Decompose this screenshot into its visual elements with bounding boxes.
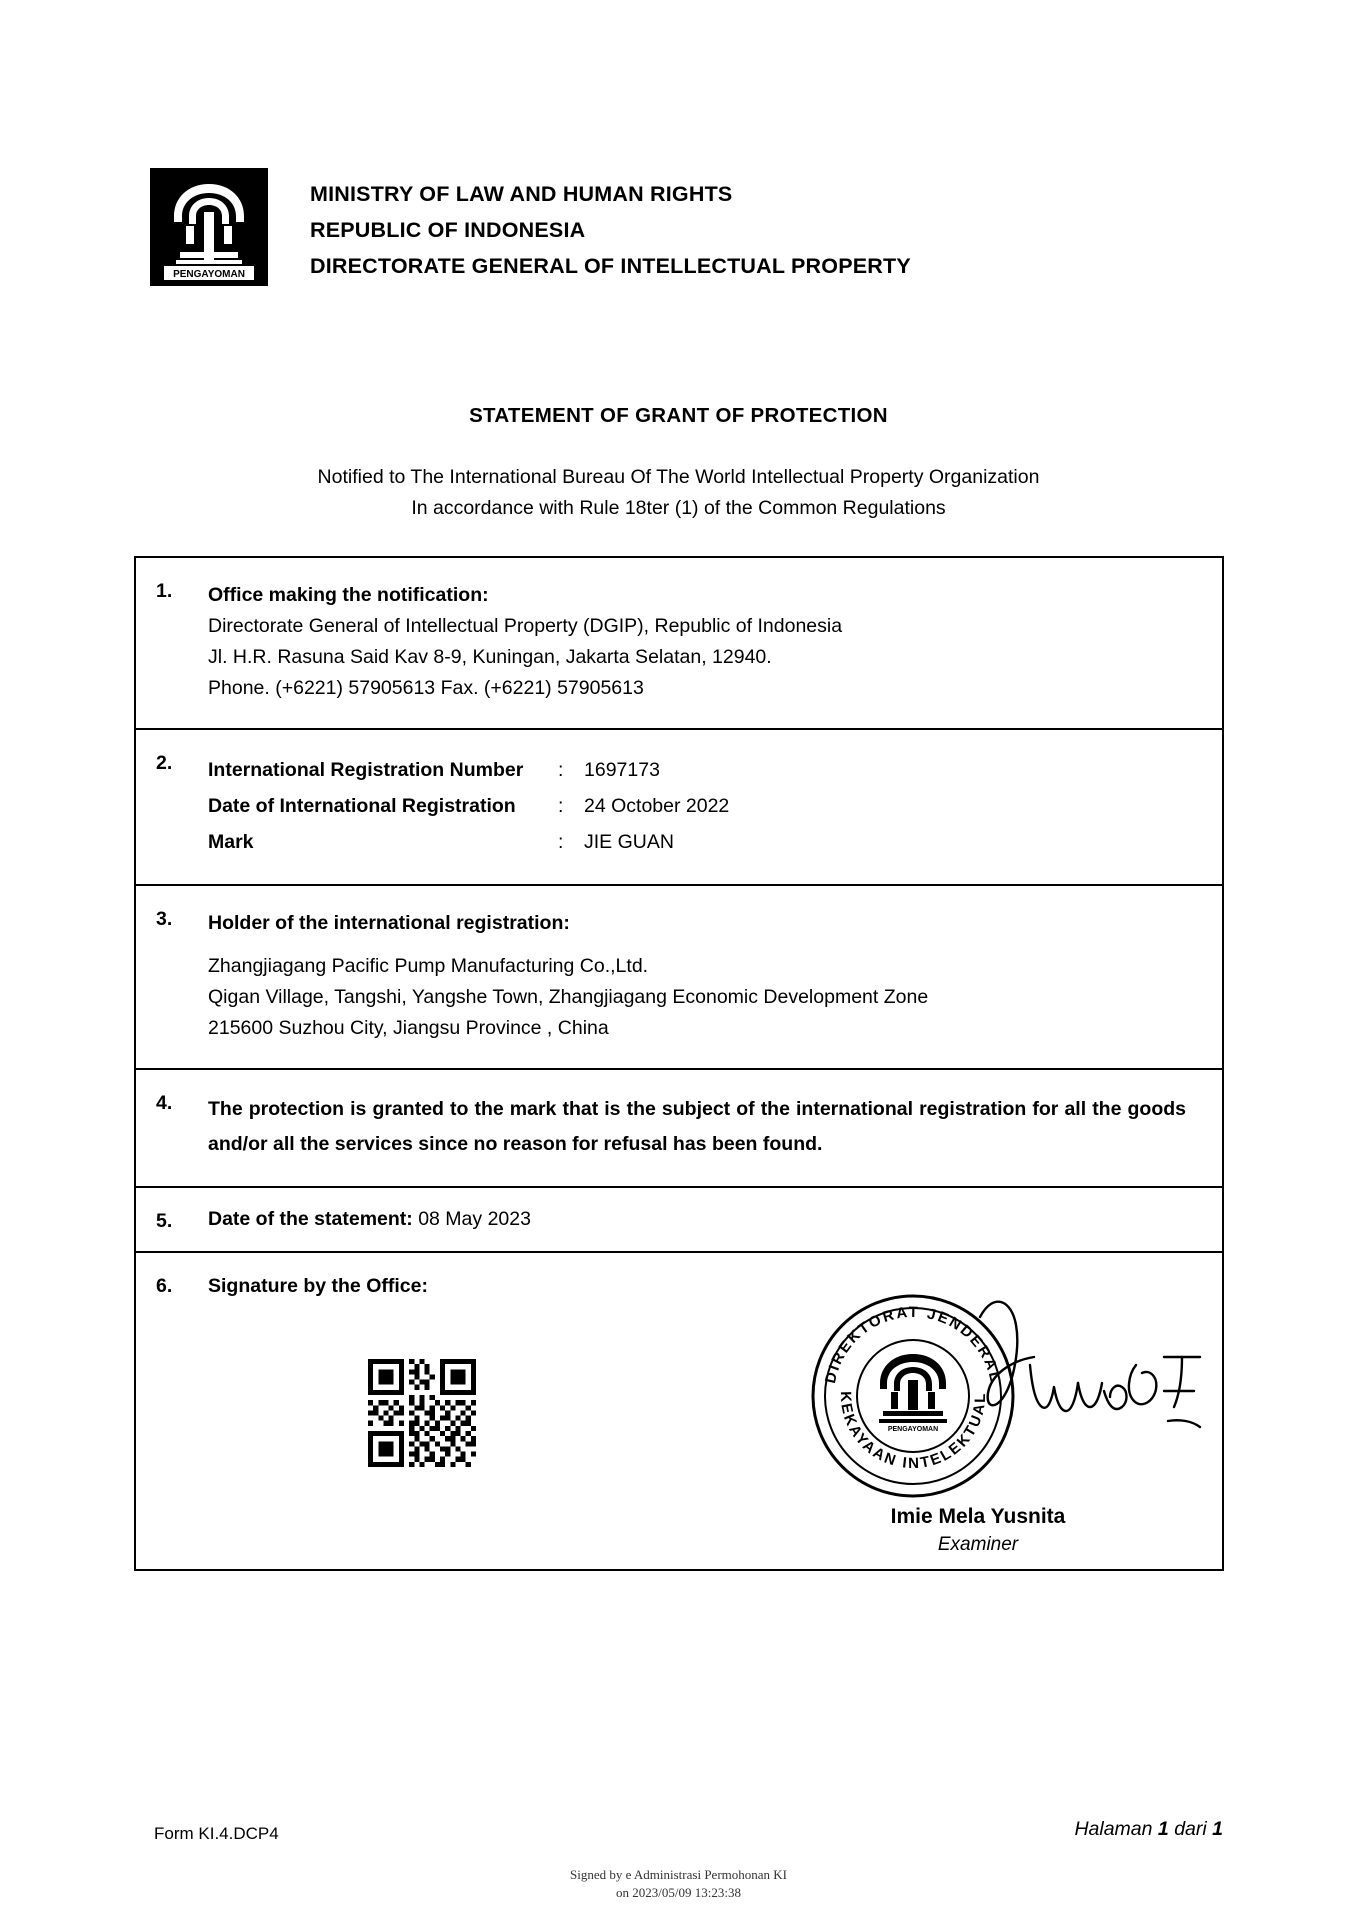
qr-code-icon[interactable]	[368, 1359, 476, 1467]
section-1-line-3: Phone. (+6221) 57905613 Fax. (+6221) 57905613	[208, 677, 644, 699]
page-current: 1	[1157, 1818, 1169, 1840]
section-signature	[136, 1253, 1222, 1569]
section-1-line-1: Directorate General of Intellectual Property (DGIP), Republic of Indonesia	[208, 615, 843, 637]
label-mark: Mark	[208, 831, 254, 853]
label-international-registration-number: International Registration Number	[208, 759, 524, 781]
ministry-titles	[310, 168, 911, 284]
page-indicator	[1074, 1818, 1223, 1841]
section-registration-details	[136, 730, 1222, 886]
section-protection-granted	[136, 1070, 1222, 1188]
section-number: 5.	[156, 1210, 173, 1232]
page-mid: dari	[1168, 1818, 1213, 1840]
pengayoman-emblem-icon	[150, 168, 268, 286]
esign-line-2: on 2023/05/09 13:23:38	[616, 1885, 741, 1900]
page-label-prefix: Halaman	[1074, 1818, 1158, 1840]
label-date-of-international-registration: Date of International Registration	[208, 795, 516, 817]
document-subtitle	[0, 462, 1357, 524]
separator-colon: :	[558, 759, 564, 781]
section-office-notification	[136, 558, 1222, 730]
signer-role: Examiner	[937, 1534, 1019, 1555]
subtitle-line-2: In accordance with Rule 18ter (1) of the Common Regulations	[411, 497, 946, 519]
separator-colon: :	[558, 795, 564, 817]
document-header	[150, 168, 911, 286]
holder-address-line-2: 215600 Suzhou City, Jiangsu Province , China	[208, 1017, 609, 1039]
ministry-line-1: MINISTRY OF LAW AND HUMAN RIGHTS	[310, 182, 733, 206]
ministry-line-2: REPUBLIC OF INDONESIA	[310, 218, 586, 242]
handwritten-signature-icon	[968, 1295, 1218, 1495]
section-statement-date	[136, 1188, 1222, 1253]
electronic-signature-note	[0, 1866, 1357, 1902]
svg-text:PENGAYOMAN: PENGAYOMAN	[173, 269, 245, 280]
form-code: Form KI.4.DCP4	[154, 1824, 279, 1843]
subtitle-line-1: Notified to The International Bureau Of The World Intellectual Property Organization	[317, 466, 1040, 488]
section-holder	[136, 886, 1222, 1070]
svg-text:DIREKTORAT JENDERAL: DIREKTORAT JENDERAL	[821, 1303, 1004, 1386]
section-1-line-2: Jl. H.R. Rasuna Said Kav 8-9, Kuningan, Jakarta Selatan, 12940.	[208, 646, 772, 668]
section-number: 2.	[156, 752, 173, 774]
protection-statement-text: The protection is granted to the mark that is the subject of the international registration for all the goods and/or all the services since no reason for refusal has been found.	[208, 1098, 1186, 1155]
statement-table	[134, 556, 1224, 1571]
value-international-registration-number: 1697173	[584, 759, 660, 781]
esign-line-1: Signed by e Administrasi Permohonan KI	[569, 1867, 787, 1882]
ministry-line-3: DIRECTORATE GENERAL OF INTELLECTUAL PROPERTY	[310, 254, 911, 278]
statement-date-value: 08 May 2023	[418, 1208, 531, 1230]
holder-address-line-1: Qigan Village, Tangshi, Yangshe Town, Zhangjiagang Economic Development Zone	[208, 986, 929, 1008]
section-number: 4.	[156, 1092, 173, 1114]
svg-text:PENGAYOMAN: PENGAYOMAN	[887, 1426, 939, 1433]
separator-colon: :	[558, 831, 564, 853]
signer-name: Imie Mela Yusnita	[890, 1505, 1066, 1528]
page-total: 1	[1212, 1818, 1223, 1840]
holder-name: Zhangjiagang Pacific Pump Manufacturing Co.,Ltd.	[208, 955, 649, 977]
value-date-of-international-registration: 24 October 2022	[584, 795, 730, 817]
statement-date-label: Date of the statement:	[208, 1208, 413, 1230]
section-number: 1.	[156, 580, 173, 602]
section-3-heading: Holder of the international registration:	[208, 912, 570, 934]
signature-label: Signature by the Office:	[208, 1275, 428, 1297]
svg-text:KEKAYAAN INTELEKTUAL: KEKAYAAN INTELEKTUAL	[836, 1391, 990, 1473]
page-title: STATEMENT OF GRANT OF PROTECTION	[469, 404, 888, 427]
value-mark: JIE GUAN	[584, 831, 674, 853]
section-number: 6.	[156, 1275, 173, 1297]
section-number: 3.	[156, 908, 173, 930]
signer-block	[768, 1503, 1188, 1559]
section-1-heading: Office making the notification:	[208, 584, 489, 606]
